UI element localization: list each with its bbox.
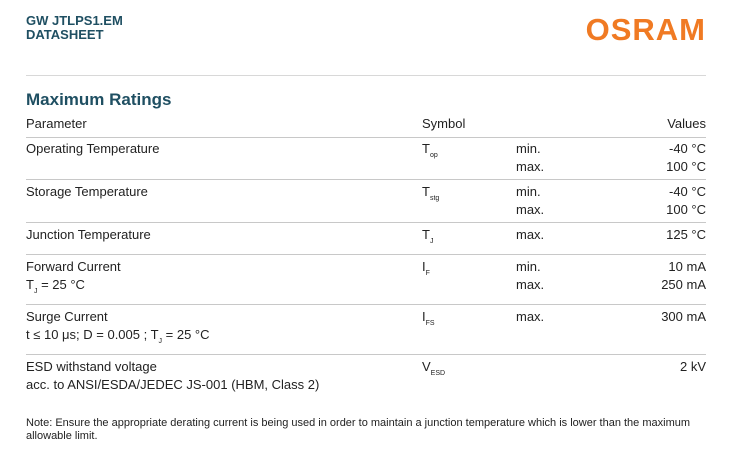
column-header-limit (516, 114, 606, 138)
value: 2 kV (679, 359, 706, 374)
symbol-main: T (422, 227, 430, 242)
limit-cell (516, 355, 606, 398)
osram-logo: OSRAM (585, 12, 706, 47)
symbol-main: T (422, 184, 430, 199)
value: 300 mA (661, 309, 706, 324)
parameter-name: Surge Current (26, 309, 108, 324)
column-header-symbol: Symbol (422, 114, 516, 138)
table-row (26, 138, 706, 180)
section-title: Maximum Ratings (26, 90, 172, 109)
parameter-cell (26, 305, 422, 355)
table-row (26, 355, 706, 398)
value: 100 °C (666, 202, 706, 217)
parameter-cell (26, 138, 422, 180)
limit-label: min. (516, 184, 541, 199)
condition-text: T (26, 277, 34, 292)
condition-subscript: J (33, 288, 38, 295)
limit-label: max. (516, 277, 545, 292)
value-cell (606, 305, 706, 355)
limit-cell (516, 255, 606, 305)
symbol-cell (422, 305, 516, 355)
value-cell (606, 180, 706, 223)
symbol-main: V (422, 359, 431, 374)
symbol-main: T (422, 141, 430, 156)
symbol-cell (422, 138, 516, 180)
table-row (26, 255, 706, 305)
value: 250 mA (661, 277, 706, 292)
footnote: Note: Ensure the appropriate derating current is being used in order to maintain a junction temperature which is lower than the maximum allowable limit. (26, 417, 691, 442)
limit-cell (516, 180, 606, 223)
parameter-cell (26, 255, 422, 305)
parameter-condition (26, 276, 422, 301)
value: -40 °C (669, 141, 706, 156)
parameter-name: Storage Temperature (26, 184, 148, 199)
limit-label: max. (516, 227, 545, 242)
limit-label: min. (516, 259, 541, 274)
value-cell (606, 355, 706, 398)
symbol-subscript: stg (429, 195, 440, 202)
symbol-cell (422, 355, 516, 398)
column-header-values: Values (606, 114, 706, 138)
parameter-name: Junction Temperature (26, 227, 151, 242)
table-row (26, 180, 706, 223)
parameter-name: Operating Temperature (26, 141, 160, 156)
symbol-subscript: J (429, 238, 434, 245)
limit-label: max. (516, 202, 545, 217)
symbol-cell (422, 223, 516, 255)
document-type: DATASHEET (26, 27, 104, 42)
value-cell (606, 138, 706, 180)
value: 125 °C (666, 227, 706, 242)
condition-subscript: J (158, 338, 163, 345)
limit-label: min. (516, 141, 541, 156)
column-header-parameter: Parameter (26, 114, 422, 138)
product-name: GW JTLPS1.EM (26, 13, 123, 28)
value: 10 mA (668, 259, 706, 274)
symbol-main: I (422, 309, 426, 324)
table-row (26, 305, 706, 355)
parameter-cell (26, 223, 422, 255)
maximum-ratings-table (26, 114, 706, 397)
condition-text: = 25 °C (162, 327, 210, 342)
limit-cell (516, 138, 606, 180)
parameter-name: Forward Current (26, 259, 121, 274)
limit-label: max. (516, 309, 545, 324)
limit-label: max. (516, 159, 545, 174)
symbol-cell (422, 180, 516, 223)
symbol-subscript: ESD (430, 370, 446, 377)
parameter-condition: acc. to ANSI/ESDA/JEDEC JS-001 (HBM, Class 2) (26, 377, 320, 392)
limit-cell (516, 223, 606, 255)
header-divider (26, 75, 706, 76)
limit-cell (516, 305, 606, 355)
symbol-cell (422, 255, 516, 305)
symbol-subscript: op (429, 152, 438, 159)
value-cell (606, 223, 706, 255)
table-header-row (26, 114, 706, 138)
value: -40 °C (669, 184, 706, 199)
symbol-main: I (422, 259, 426, 274)
value: 100 °C (666, 159, 706, 174)
table-row (26, 223, 706, 255)
condition-text: = 25 °C (37, 277, 85, 292)
value-cell (606, 255, 706, 305)
parameter-condition (26, 326, 422, 351)
symbol-subscript: F (425, 270, 430, 277)
parameter-name: ESD withstand voltage (26, 359, 157, 374)
parameter-cell (26, 355, 422, 398)
document-header (26, 14, 123, 42)
condition-text: t ≤ 10 μs; D = 0.005 ; T (26, 327, 159, 342)
symbol-subscript: FS (425, 320, 435, 327)
parameter-cell (26, 180, 422, 223)
